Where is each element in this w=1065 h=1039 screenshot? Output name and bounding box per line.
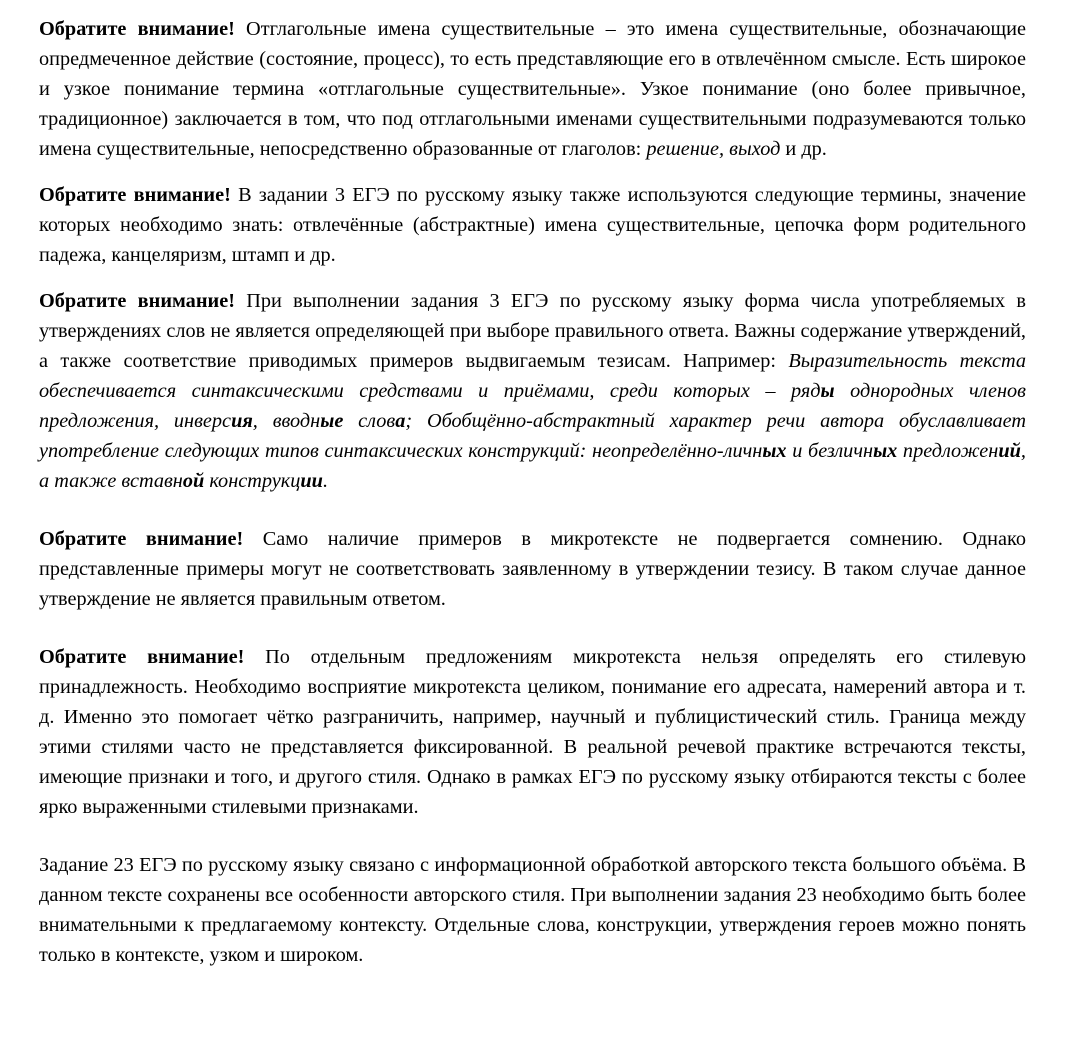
- paragraph-lead-2: Обратите внимание!: [39, 184, 231, 206]
- example-italic-2: однородных членов предложения, инверс: [39, 380, 1026, 432]
- paragraph-lead-1: Обратите внимание!: [39, 18, 235, 40]
- paragraph-italic-example-1: решение, выход: [646, 138, 781, 160]
- paragraph-body-5: По отдельным предложениям микротекста нельзя определять его стилевую принадлежность. Необходимо восприятие микротекста целиком, понимание его адресата, намерений автора и т. д. Именно это помогает чётко разграничить, например, научный и публицистический стиль. Граница между этими стилями часто не представляется фиксированной. В реальной речевой практике встречаются тексты, имеющие признаки и того, и другого стиля. Однако в рамках ЕГЭ по русскому языку отбираются тексты с более ярко выраженными стилевыми признаками.: [39, 646, 1026, 818]
- example-bold-italic-6: ых: [873, 440, 898, 462]
- example-italic-10: .: [322, 470, 329, 492]
- example-bold-italic-3: ые: [320, 410, 344, 432]
- example-italic-9: конструкц: [204, 470, 301, 492]
- paragraph-note-1: [39, 14, 1026, 164]
- example-italic-7: предложен: [897, 440, 999, 462]
- example-italic-1: Выразительность текста обеспечивается синтаксическими средствами и приёмами, среди которых – ряд: [39, 350, 1026, 402]
- paragraph-note-2: [39, 180, 1026, 270]
- example-bold-italic-5: ых: [762, 440, 787, 462]
- paragraph-body-2: В задании 3 ЕГЭ по русскому языку также используются следующие термины, значение которых необходимо знать: отвлечённые (абстрактные) имена существительные, цепочка форм родительного падежа, канцеляризм, штамп и др.: [39, 184, 1026, 266]
- example-italic-8: , а также вставн: [39, 440, 1026, 492]
- paragraph-body-3: При выполнении задания 3 ЕГЭ по русскому языку форма числа употребляемых в утверждениях слов не является определяющей при выборе правильного ответа. Важны содержание утверждений, а также соответствие приводимых примеров выдвигаемым тезисам. Например:: [39, 290, 1026, 372]
- paragraph-lead-4: Обратите внимание!: [39, 528, 244, 550]
- paragraph-body-6: Задание 23 ЕГЭ по русскому языку связано с информационной обработкой авторского текста большого объёма. В данном тексте сохранены все особенности авторского стиля. При выполнении задания 23 необходимо быть более внимательными к предлагаемому контексту. Отдельные слова, конструкции, утверждения героев можно понять только в контексте, узком и широком.: [39, 854, 1026, 966]
- example-bold-italic-2: ия: [231, 410, 253, 432]
- example-bold-italic-7: ий: [998, 440, 1021, 462]
- example-italic-4: слов: [343, 410, 396, 432]
- paragraph-lead-3: Обратите внимание!: [39, 290, 235, 312]
- example-bold-italic-4: а: [395, 410, 406, 432]
- example-bold-italic-1: ы: [820, 380, 835, 402]
- example-italic-3: , вводн: [252, 410, 321, 432]
- paragraph-note-4: [39, 524, 1026, 614]
- paragraph-note-5: [39, 642, 1026, 822]
- paragraph-task-23: [39, 850, 1026, 970]
- paragraph-lead-5: Обратите внимание!: [39, 646, 245, 668]
- paragraph-body-4: Само наличие примеров в микротексте не подвергается сомнению. Однако представленные примеры могут не соответствовать заявленному в утверждении тезису. В таком случае данное утверждение не является правильным ответом.: [39, 528, 1027, 610]
- example-italic-5: ; Обобщённо-абстрактный характер речи автора обуславливает употребление следующих типов синтаксических конструкций: неопределённо-личн: [39, 410, 1026, 462]
- example-bold-italic-8: ой: [182, 470, 205, 492]
- paragraph-body-1b: и др.: [780, 138, 827, 160]
- example-italic-6: и безличн: [786, 440, 874, 462]
- example-bold-italic-9: ии: [300, 470, 323, 492]
- paragraph-note-3: [39, 286, 1026, 496]
- paragraph-body-1a: Отглагольные имена существительные – это имена существительные, обозначающие опредмеченное действие (состояние, процесс), то есть представляющие его в отвлечённом смысле. Есть широкое и узкое понимание термина «отглагольные существительные». Узкое понимание (оно более привычное, традиционное) заключается в том, что под отглагольными именами существительными подразумеваются только имена существительные, непосредственно образованные от глаголов:: [39, 18, 1027, 160]
